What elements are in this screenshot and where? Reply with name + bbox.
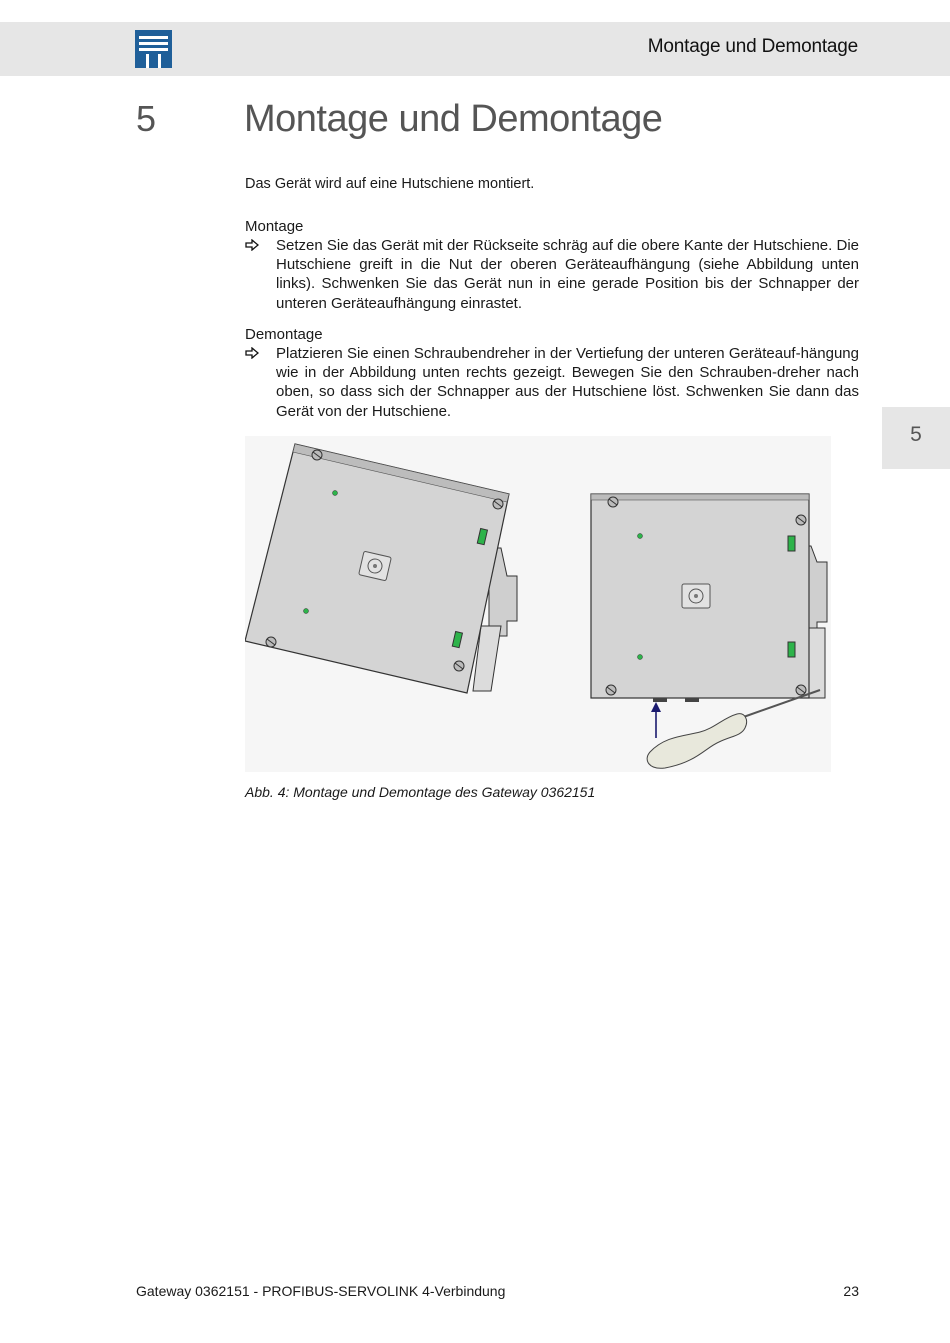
instruction-text: Setzen Sie das Gerät mit der Rückseite schräg auf die obere Kante der Hutschiene. Die Hutschiene greift in die Nut der oberen Geräteaufhängung (siehe Abbildung unten links). Schwenken Sie das Gerät nun in eine gerade Position bis der Schnapper der unteren Geräteaufhängung einrastet. <box>276 237 859 312</box>
section-demontage <box>245 325 859 421</box>
instruction-item <box>245 344 859 421</box>
mounting-illustration <box>245 436 831 772</box>
chapter-title: Montage und Demontage <box>244 98 663 140</box>
section-heading: Montage <box>245 218 304 235</box>
page-number: 23 <box>843 1283 859 1299</box>
figure-caption: Abb. 4: Montage und Demontage des Gateway 0362151 <box>245 784 596 800</box>
instruction-text: Platzieren Sie einen Schraubendreher in der Vertiefung der unteren Geräteauf-hängung wie in der Abbildung unten rechts gezeigt. Bewegen Sie den Schrauben-dreher nach oben, so dass sich der Schnapper aus der Hutschiene löst. Schwenken Sie dann das Gerät von der Hutschiene. <box>276 345 859 420</box>
chapter-tab-number: 5 <box>910 423 922 446</box>
chapter-number: 5 <box>136 98 157 139</box>
footer-document-title: Gateway 0362151 - PROFIBUS-SERVOLINK 4-Verbindung <box>136 1283 506 1299</box>
instruction-item <box>245 236 859 313</box>
intro-paragraph: Das Gerät wird auf eine Hutschiene montiert. <box>245 176 535 192</box>
company-logo <box>135 30 172 68</box>
running-header-title: Montage und Demontage <box>647 36 858 57</box>
section-heading: Demontage <box>245 326 323 343</box>
arrow-right-icon <box>245 239 259 251</box>
chapter-side-tab <box>882 407 950 469</box>
header-band <box>0 22 950 76</box>
arrow-right-icon <box>245 347 259 359</box>
section-montage <box>245 217 859 313</box>
